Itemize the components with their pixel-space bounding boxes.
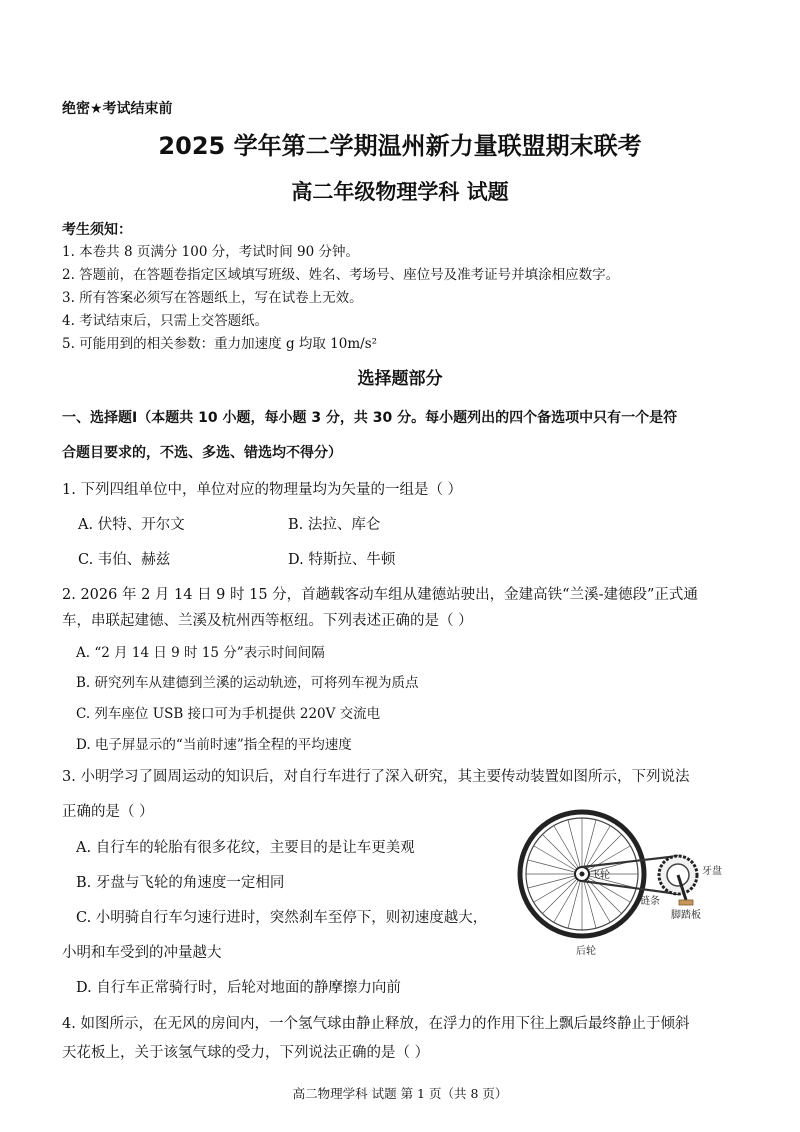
question-3-stem-line1: 3. 小明学习了圆周运动的知识后，对自行车进行了深入研究，其主要传动装置如图所示，下列说法 — [62, 769, 690, 785]
confidential-mark: 绝密★考试结束前 — [62, 101, 173, 117]
label-flywheel: 飞轮 — [590, 870, 610, 881]
question-3-option-a: A. 自行车的轮胎有很多花纹，主要目的是让车更美观 — [76, 840, 415, 856]
question-2-stem-line1: 2. 2026 年 2 月 14 日 9 时 15 分，首趟载客动车组从建德站驶出，金建高铁“兰溪-建德段”正式通 — [62, 587, 698, 603]
question-2-option-d: D. 电子屏显示的“当前时速”指全程的平均速度 — [76, 737, 352, 753]
question-2-option-a: A. “2 月 14 日 9 时 15 分”表示时间间隔 — [76, 645, 325, 661]
notice-item: 2. 答题前，在答题卷指定区域填写班级、姓名、考场号、座位号及准考证号并填涂相应数字。 — [62, 267, 620, 283]
exam-title: 2025 学年第二学期温州新力量联盟期末联考 — [158, 132, 642, 160]
notice-item: 1. 本卷共 8 页满分 100 分，考试时间 90 分钟。 — [62, 244, 359, 260]
part-instructions-line2: 合题目要求的，不选、多选、错选均不得分） — [62, 445, 342, 461]
notice-heading: 考生须知： — [62, 222, 132, 238]
question-1-option-a: A. 伏特、开尔文 — [78, 517, 185, 533]
section-title: 选择题部分 — [357, 369, 443, 389]
question-3-option-d: D. 自行车正常骑行时，后轮对地面的静摩擦力向前 — [76, 980, 401, 996]
question-3-option-c: C. 小明骑自行车匀速行进时，突然刹车至停下，则初速度越大， — [76, 910, 488, 926]
question-1-option-d: D. 特斯拉、牛顿 — [288, 552, 396, 568]
exam-subtitle: 高二年级物理学科 试题 — [291, 180, 509, 204]
label-rear-wheel: 后轮 — [576, 946, 596, 957]
pedal — [679, 900, 693, 905]
part-instructions-line1: 一、选择题Ⅰ（本题共 10 小题，每小题 3 分，共 30 分。每小题列出的四个备选项中只有一个是符 — [62, 410, 678, 426]
notice-item: 5. 可能用到的相关参数：重力加速度 g 均取 10m/s² — [62, 336, 378, 352]
notice-item: 4. 考试结束后，只需上交答题纸。 — [62, 313, 269, 329]
label-chainring: 牙盘 — [702, 866, 722, 877]
question-4-stem-line1: 4. 如图所示，在无风的房间内，一个氢气球由静止释放，在浮力的作用下往上飘后最终静止于倾斜 — [62, 1016, 690, 1032]
question-2-option-c: C. 列车座位 USB 接口可为手机提供 220V 交流电 — [76, 706, 381, 722]
question-1-option-c: C. 韦伯、赫兹 — [78, 552, 171, 568]
notice-item: 3. 所有答案必须写在答题纸上，写在试卷上无效。 — [62, 290, 363, 306]
question-2-option-b: B. 研究列车从建德到兰溪的运动轨迹，可将列车视为质点 — [76, 675, 419, 691]
question-1-stem: 1. 下列四组单位中，单位对应的物理量均为矢量的一组是（ ） — [62, 482, 463, 498]
page-footer: 高二物理学科 试题 第 1 页（共 8 页） — [292, 1086, 508, 1101]
question-3-stem-line2: 正确的是（ ） — [62, 804, 154, 820]
question-3-option-b: B. 牙盘与飞轮的角速度一定相同 — [76, 875, 285, 891]
rear-axle — [580, 872, 585, 877]
bicycle-transmission-figure — [516, 808, 756, 960]
question-4-stem-line2: 天花板上，关于该氢气球的受力，下列说法正确的是（ ） — [62, 1045, 430, 1061]
question-2-stem-line2: 车，串联起建德、兰溪及杭州西等枢纽。下列表述正确的是（ ） — [62, 613, 473, 629]
label-chain: 链条 — [640, 896, 660, 907]
label-pedal: 脚踏板 — [671, 910, 701, 921]
question-3-option-c-continued: 小明和车受到的冲量越大 — [62, 945, 222, 961]
question-1-option-b: B. 法拉、库仑 — [288, 517, 381, 533]
